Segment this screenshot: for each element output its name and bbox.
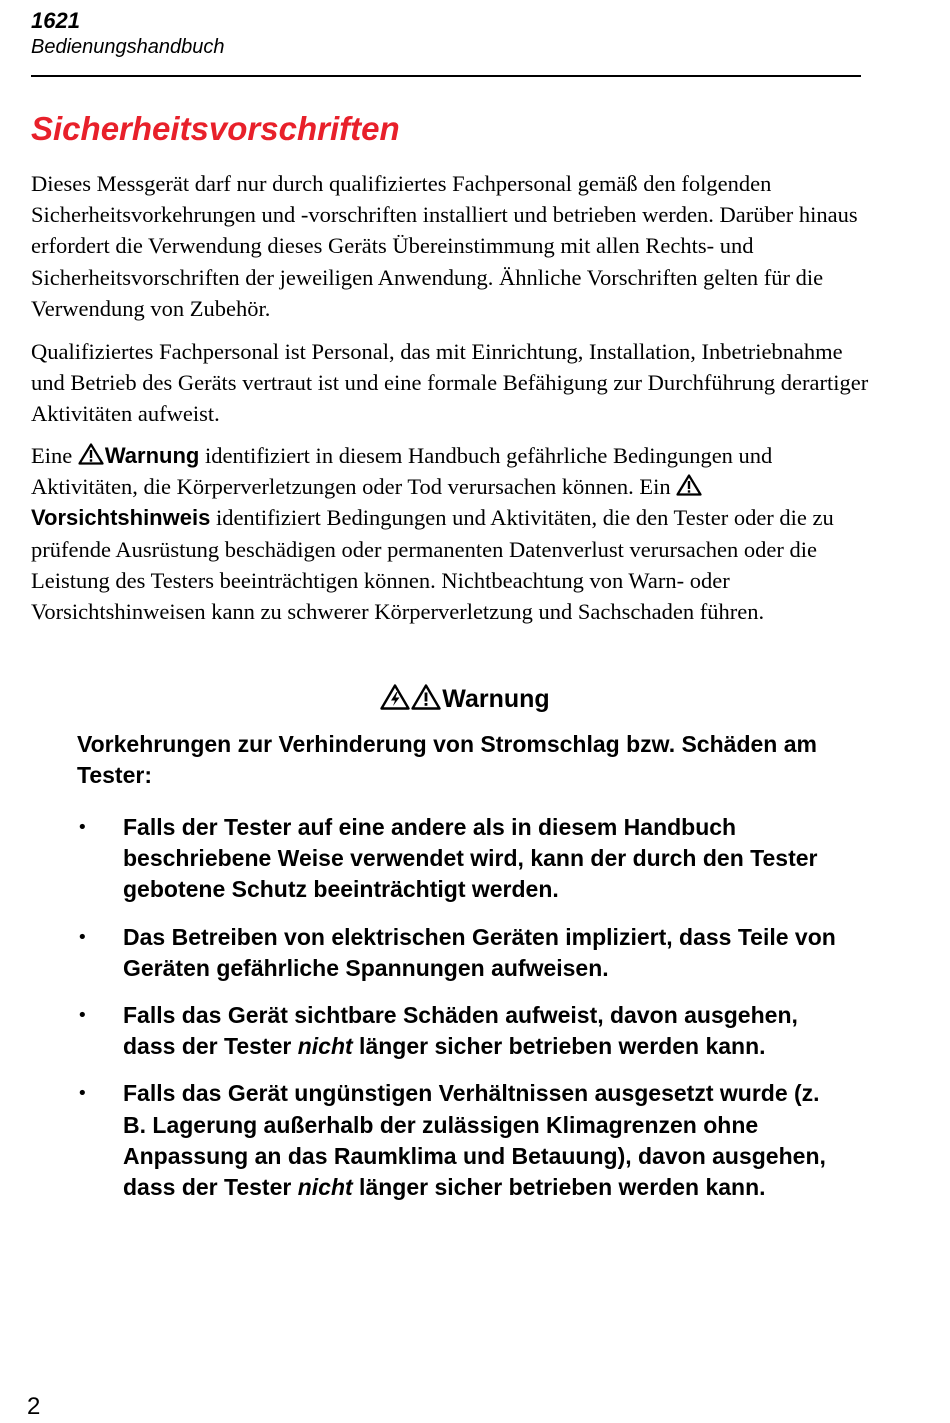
warning-box-title-text: Warnung xyxy=(442,685,550,713)
warning-box-intro: Vorkehrungen zur Verhinderung von Stromschlag bzw. Schäden am Tester: xyxy=(77,731,817,789)
caution-label: Vorsichtshinweis xyxy=(31,505,211,531)
bullet: • xyxy=(77,817,88,838)
list-item-text: Das Betreiben von elektrischen Geräten impliziert, dass Teile von Geräten gefährliche Spannungen aufweisen. xyxy=(123,923,836,981)
paragraph-warning-definition xyxy=(31,440,871,627)
list-item-text: Falls das Gerät sichtbare Schäden aufweist, davon ausgehen, dass der Tester xyxy=(123,1002,798,1060)
page-number: 2 xyxy=(27,1393,41,1420)
list-item-text: Falls der Tester auf eine andere als in diesem Handbuch beschriebene Weise verwendet wird, kann der durch den Tester gebotene Schutz beeinträchtigt werden. xyxy=(123,814,818,903)
list-item xyxy=(77,812,837,906)
emphasis-text: nicht xyxy=(297,1033,353,1060)
list-item xyxy=(77,1000,837,1062)
list-item-text: länger sicher betrieben werden kann. xyxy=(352,1033,766,1060)
warning-term xyxy=(78,443,200,468)
paragraph-text: identifiziert in diesem Handbuch gefährliche Bedingungen und Aktivitäten, die Körperverletzungen oder Tod verursachen können. Ein xyxy=(31,443,773,500)
bullet: • xyxy=(77,1005,88,1027)
bullet: • xyxy=(77,926,88,948)
warning-list xyxy=(77,812,837,1219)
bullet: • xyxy=(77,1083,88,1105)
warning-label: Warnung xyxy=(104,443,200,468)
warning-triangle-icon xyxy=(676,474,702,496)
warning-triangle-icon xyxy=(411,684,441,710)
section-title: Sicherheitsvorschriften xyxy=(31,110,400,147)
paragraph-text: Eine xyxy=(31,443,78,468)
list-item-text: länger sicher betrieben werden kann. xyxy=(352,1174,766,1201)
list-item xyxy=(77,922,837,984)
page-header xyxy=(31,8,225,60)
paragraph-intro: Dieses Messgerät darf nur durch qualifiziertes Fachpersonal gemäß den folgenden Sicherheitsvorkehrungen und -vorschriften installiert und betrieben werden. Darüber hinaus erfordert die Verwendung dieses Geräts Übereinstimmung mit allen Rechts- und Sicherheitsvorschriften der jeweiligen Anwendung. Ähnliche Vorschriften gelten für die Verwendung von Zubehör. xyxy=(31,171,858,321)
electric-shock-icon xyxy=(380,684,410,710)
paragraph-qualified-personnel: Qualifiziertes Fachpersonal ist Personal, das mit Einrichtung, Installation, Inbetriebnahme und Betrieb des Geräts vertraut ist und eine formale Befähigung zur Durchführung derartiger Aktivitäten aufweist. xyxy=(31,339,869,427)
header-divider xyxy=(31,75,861,77)
paragraph-text: identifiziert Bedingungen und Aktivitäten, die den Tester oder die zu prüfende Ausrüstung beschädigen oder permanenten Datenverlust verursachen oder die Leistung des Testers beeinträchtigen können. Nichtbeachtung von Warn- oder Vorsichtshinweisen kann zu schwerer Körperverletzung und Sachschaden führen. xyxy=(31,505,834,625)
list-item xyxy=(77,1078,837,1203)
warning-triangle-icon xyxy=(78,443,104,465)
manual-title: Bedienungshandbuch xyxy=(31,36,225,58)
warning-box-title xyxy=(0,682,940,716)
list-item-text: Falls das Gerät ungünstigen Verhältnissen ausgesetzt wurde (z. B. Lagerung außerhalb der zulässigen Klimagrenzen ohne Anpassung an das Raumklima und Betauung), davon ausgehen, dass der Tester xyxy=(123,1080,826,1201)
product-model: 1621 xyxy=(31,8,80,33)
emphasis-text: nicht xyxy=(297,1174,353,1201)
